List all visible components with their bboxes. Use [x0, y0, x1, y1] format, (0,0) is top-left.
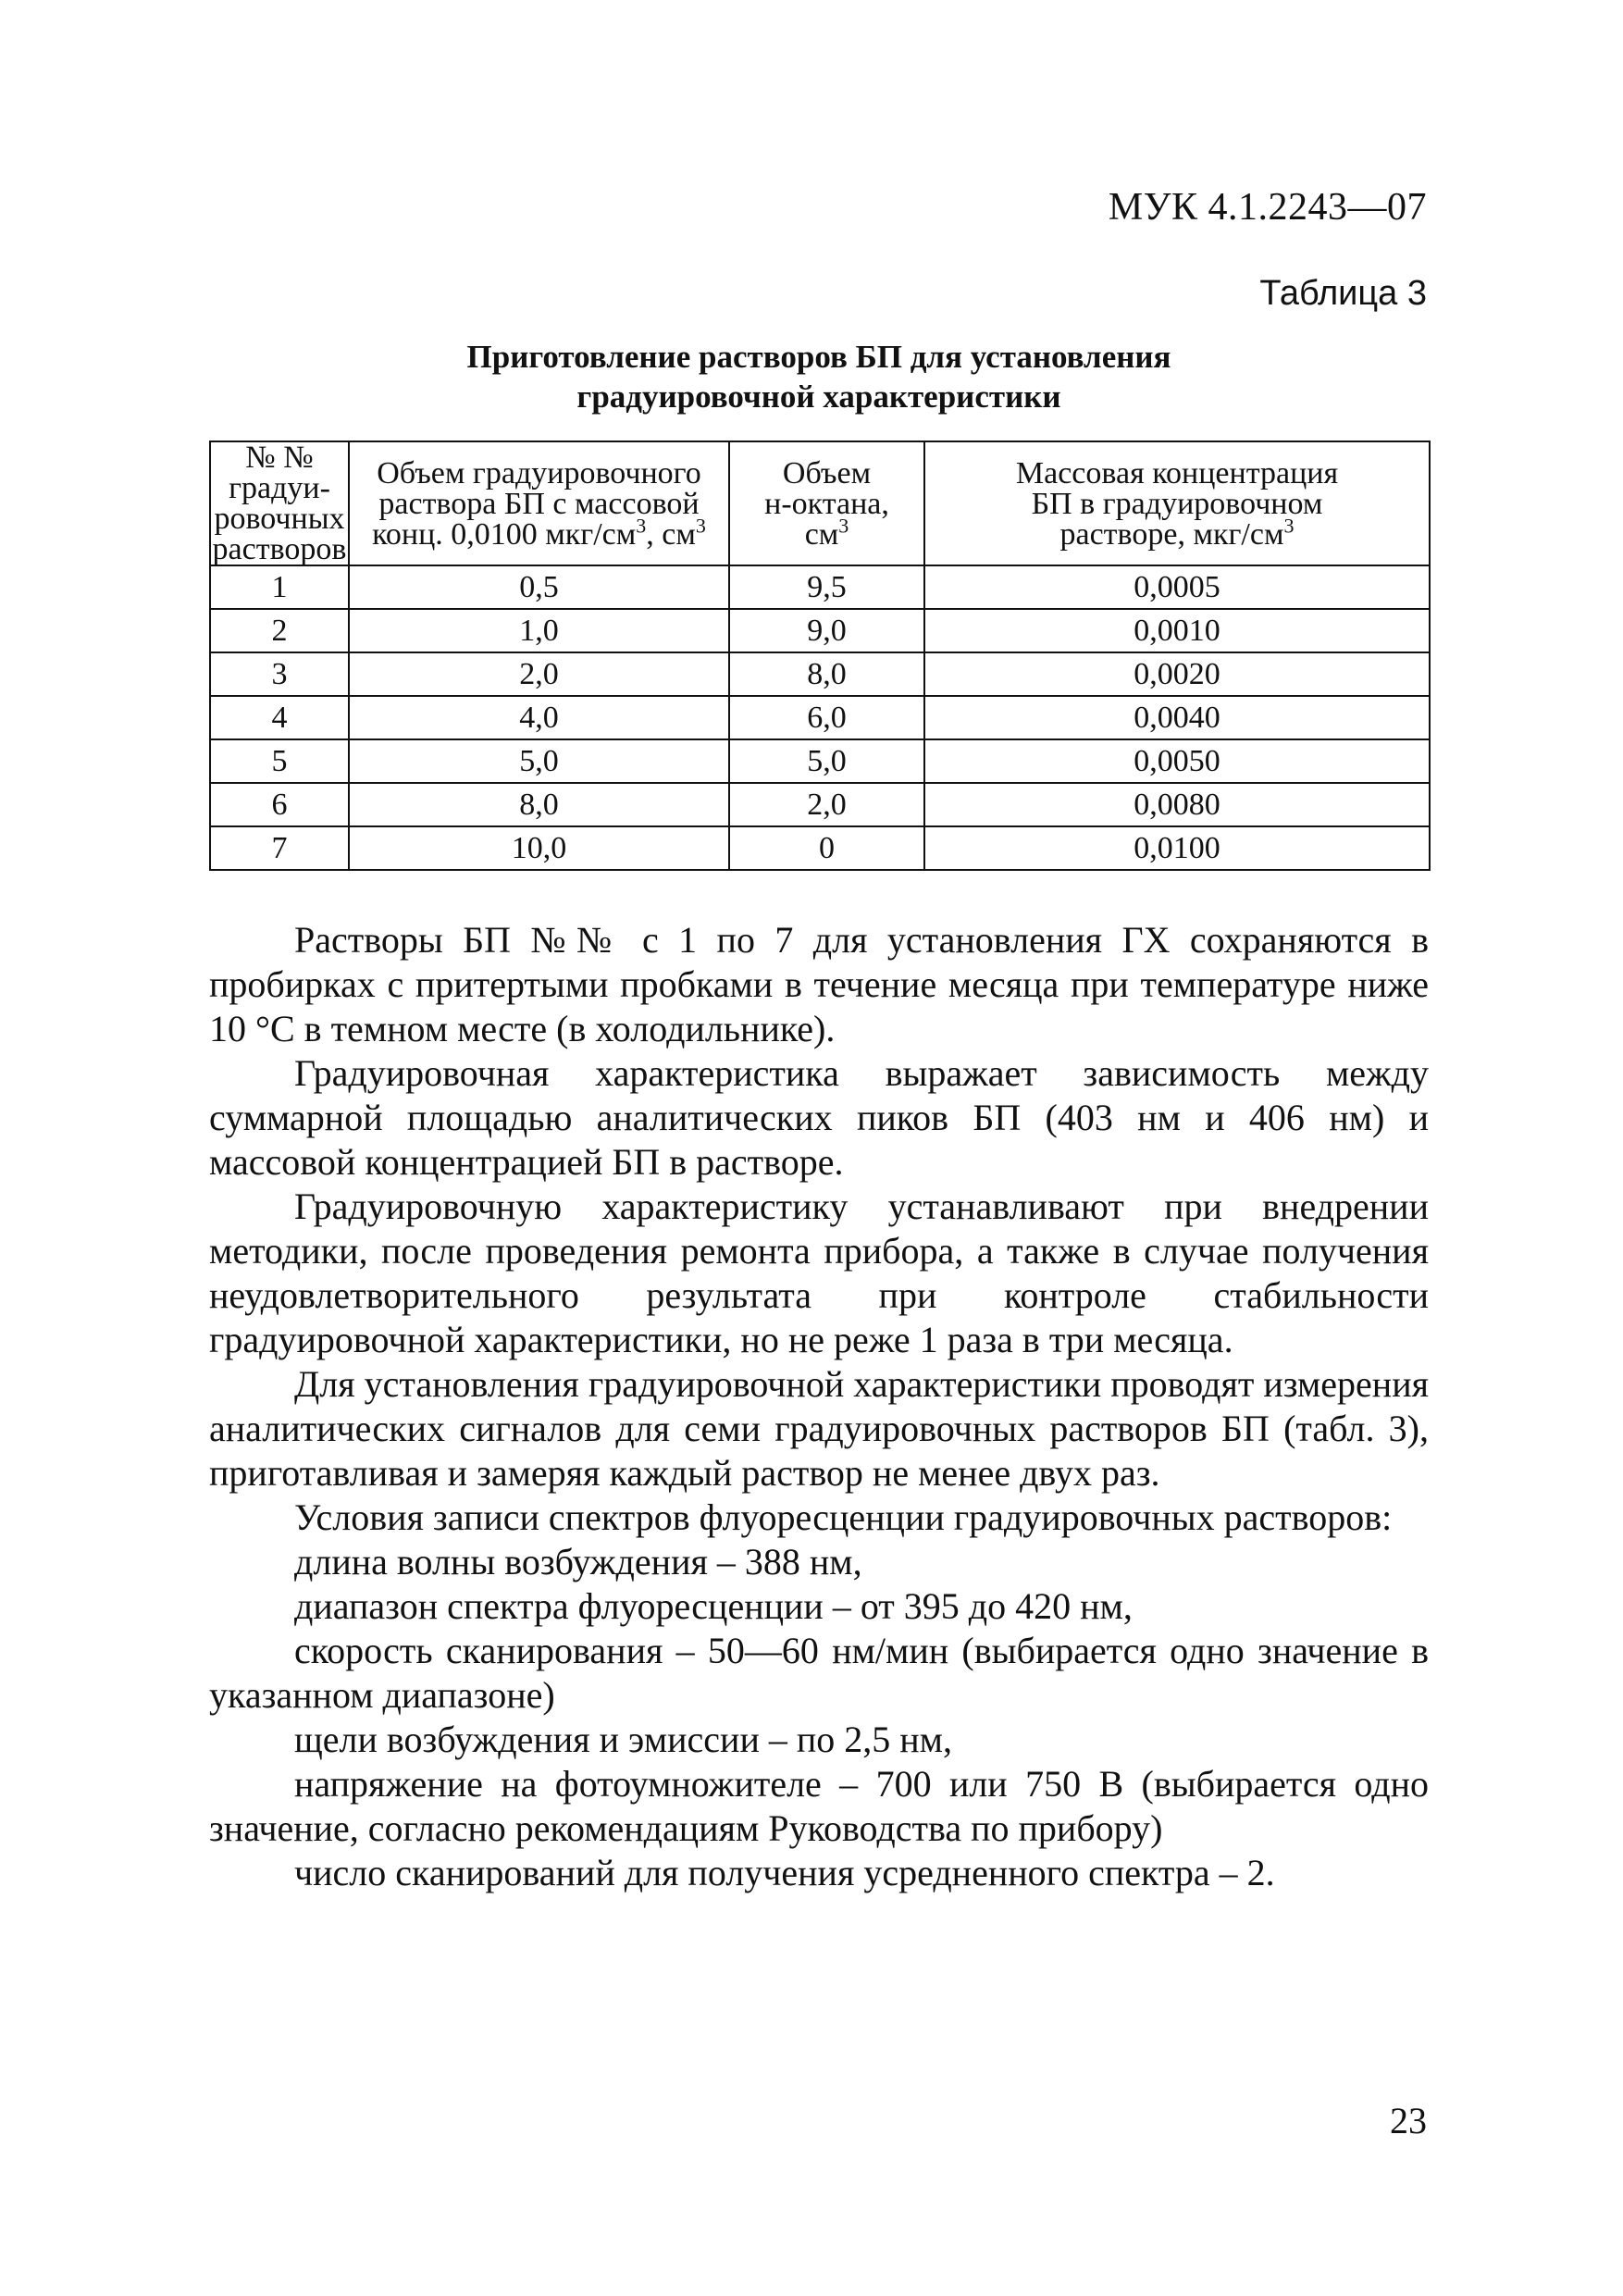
table-row: [210, 565, 1430, 609]
cell-solution-number: 1: [210, 565, 349, 609]
cell-octane-volume: 5,0: [729, 739, 924, 783]
paragraph-calibration-definition: Градуировочная характеристика выражает зависимость между суммарной площадью аналитических пиков БП (403 нм и 406 нм) и массовой концентрацией БП в растворе.: [209, 1052, 1429, 1183]
cell-mass-concentration: 0,0010: [924, 609, 1430, 652]
page-number: 23: [1390, 2100, 1427, 2141]
cell-solution-number: 2: [210, 609, 349, 652]
condition-item: диапазон спектра флуоресценции – от 395 до 420 нм,: [294, 1585, 1133, 1627]
cell-stock-volume: 2,0: [349, 652, 729, 696]
paragraph-calibration-schedule: Градуировочную характеристику устанавливают при внедрении методики, после проведения ремонта прибора, а также в случае получения неудовлетворительного результата при контроле стабильности градуировочной характеристики, но не реже 1 раза в три месяца.: [209, 1185, 1429, 1360]
cell-stock-volume: 8,0: [349, 783, 729, 826]
header-octane-volume: Объем н-октана, $см^3$: [729, 441, 924, 565]
table-row: [210, 826, 1430, 870]
table-title: [209, 337, 1429, 416]
table-row: [210, 609, 1430, 652]
paragraph-measurement-procedure: Для установления градуировочной характеристики проводят измерения аналитических сигналов для семи градуировочных растворов БП (табл. 3), приготавливая и замеряя каждый раствор не менее двух раз.: [209, 1363, 1430, 1494]
table-header-row: [210, 441, 1430, 565]
table-row: [210, 652, 1430, 696]
body-text: [209, 918, 1429, 1895]
header-solution-number: № № градуи- ровочных растворов: [210, 441, 349, 565]
table-label: Таблица 3: [1259, 274, 1427, 313]
table-row: [210, 783, 1430, 826]
cell-mass-concentration: 0,0040: [924, 696, 1430, 739]
header-stock-volume: Объем градуировочного раствора БП с массовой конц. 0,0100 мкг/$см^3$, $см^3$: [349, 441, 729, 565]
condition-item: число сканирований для получения усредненного спектра – 2.: [294, 1852, 1275, 1893]
cell-solution-number: 6: [210, 783, 349, 826]
cell-stock-volume: 4,0: [349, 696, 729, 739]
header-mass-concentration: Массовая концентрация БП в градуировочном растворе, мкг/$см^3$: [924, 441, 1430, 565]
cell-mass-concentration: 0,0080: [924, 783, 1430, 826]
cell-solution-number: 7: [210, 826, 349, 870]
document-code: МУК 4.1.2243—07: [1108, 186, 1427, 229]
cell-mass-concentration: 0,0020: [924, 652, 1430, 696]
cell-octane-volume: 0: [729, 826, 924, 870]
cell-solution-number: 5: [210, 739, 349, 783]
cell-mass-concentration: 0,0005: [924, 565, 1430, 609]
paragraph-storage: Растворы БП №№ с 1 по 7 для установления ГХ сохраняются в пробирках с притертыми пробками в течение месяца при температуре ниже 10 °С в темном месте (в холодильнике).: [209, 919, 1429, 1049]
table-row: [210, 696, 1430, 739]
cell-solution-number: 4: [210, 696, 349, 739]
condition-item: скорость сканирования – 50—60 нм/мин (выбирается одно значение в указанном диапазоне): [209, 1630, 1429, 1716]
table-row: [210, 739, 1430, 783]
condition-item: напряжение на фотоумножителе – 700 или 750 В (выбирается одно значение, согласно рекомендациям Руководства по прибору): [209, 1763, 1429, 1849]
cell-stock-volume: 1,0: [349, 609, 729, 652]
cell-octane-volume: 9,5: [729, 565, 924, 609]
cell-stock-volume: 5,0: [349, 739, 729, 783]
cell-stock-volume: 10,0: [349, 826, 729, 870]
cell-octane-volume: 2,0: [729, 783, 924, 826]
cell-mass-concentration: 0,0050: [924, 739, 1430, 783]
cell-mass-concentration: 0,0100: [924, 826, 1430, 870]
table-title-line-2: градуировочной характеристики: [576, 379, 1061, 415]
condition-item: щели возбуждения и эмиссии – по 2,5 нм,: [294, 1719, 952, 1760]
cell-octane-volume: 8,0: [729, 652, 924, 696]
cell-stock-volume: 0,5: [349, 565, 729, 609]
cell-solution-number: 3: [210, 652, 349, 696]
condition-item: длина волны возбуждения – 388 нм,: [294, 1541, 862, 1582]
table-title-line-1: Приготовление растворов БП для установления: [466, 339, 1171, 375]
paragraph-recording-conditions: Условия записи спектров флуоресценции градуировочных растворов:: [294, 1496, 1393, 1538]
cell-octane-volume: 9,0: [729, 609, 924, 652]
cell-octane-volume: 6,0: [729, 696, 924, 739]
calibration-table: [209, 441, 1431, 871]
